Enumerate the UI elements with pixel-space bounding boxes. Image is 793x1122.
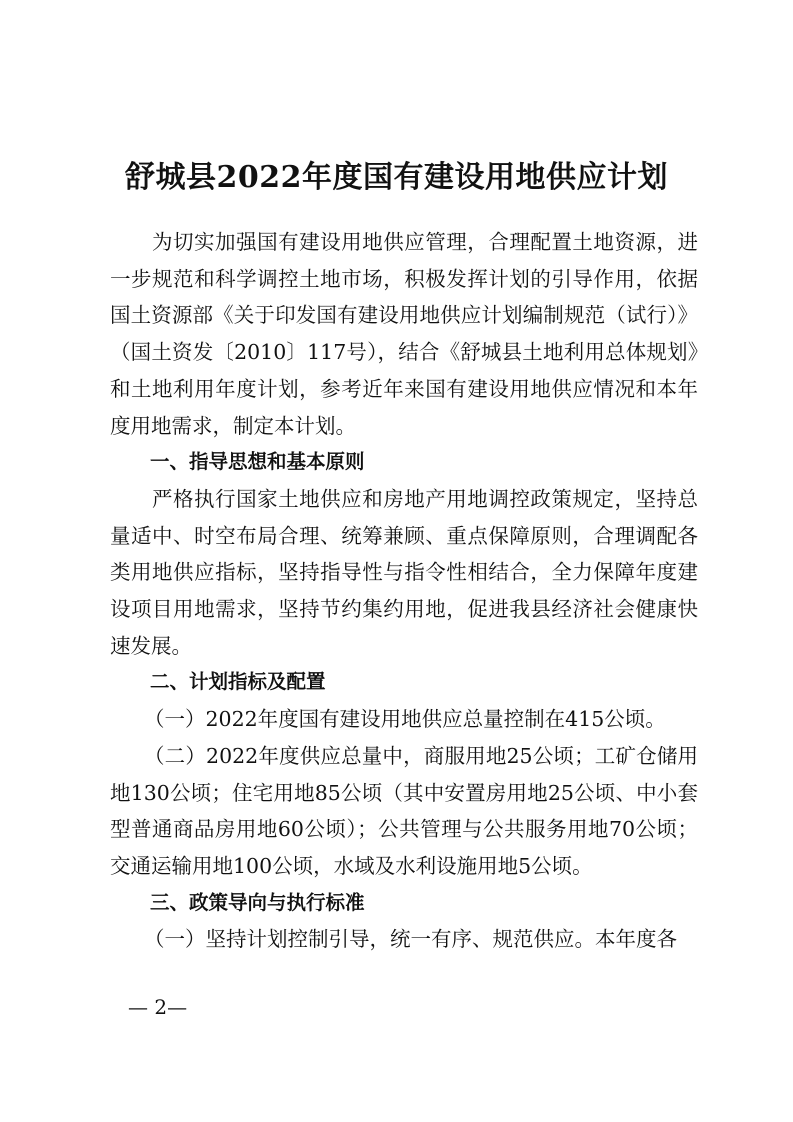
- section-2-heading: 二、计划指标及配置: [150, 670, 326, 694]
- section-3-heading: 三、政策导向与执行标准: [150, 890, 365, 914]
- page-number: — 2—: [128, 995, 188, 1019]
- section-3-item-1: （一）坚持计划控制引导，统一有序、规范供应。本年度各: [144, 927, 677, 952]
- section-1-heading: 一、指导思想和基本原则: [150, 450, 365, 474]
- section-2-item-1: （一）2022年度国有建设用地供应总量控制在415公顷。: [144, 707, 666, 732]
- section-1-paragraph: 严格执行国家土地供应和房地产用地调控政策规定，坚持总量适中、时空布局合理、统筹兼顾、重点保障原则，合理调配各类用地供应指标，坚持指导性与指令性相结合，全力保障年度建设项目用地需求，坚持节约集约用地，促进我县经济社会健康快速发展。: [110, 486, 698, 658]
- document-title: 舒城县2022年度国有建设用地供应计划: [125, 160, 668, 195]
- document-body: [110, 224, 698, 958]
- intro-paragraph: 为切实加强国有建设用地供应管理，合理配置土地资源，进一步规范和科学调控土地市场，积极发挥计划的引导作用，依据国土资源部《关于印发国有建设用地供应计划编制规范（试行）》（国土资发〔2010〕117号），结合《舒城县土地利用总体规划》和土地利用年度计划，参考近年来国有建设用地供应情况和本年度用地需求，制定本计划。: [110, 230, 698, 438]
- section-2-item-2: （二）2022年度供应总量中，商服用地25公顷；工矿仓储用地130公顷；住宅用地85公顷（其中安置房用地25公顷、中小套型普通商品房用地60公顷）；公共管理与公共服务用地70公顷；交通运输用地100公顷，水域及水利设施用地5公顷。: [110, 743, 698, 878]
